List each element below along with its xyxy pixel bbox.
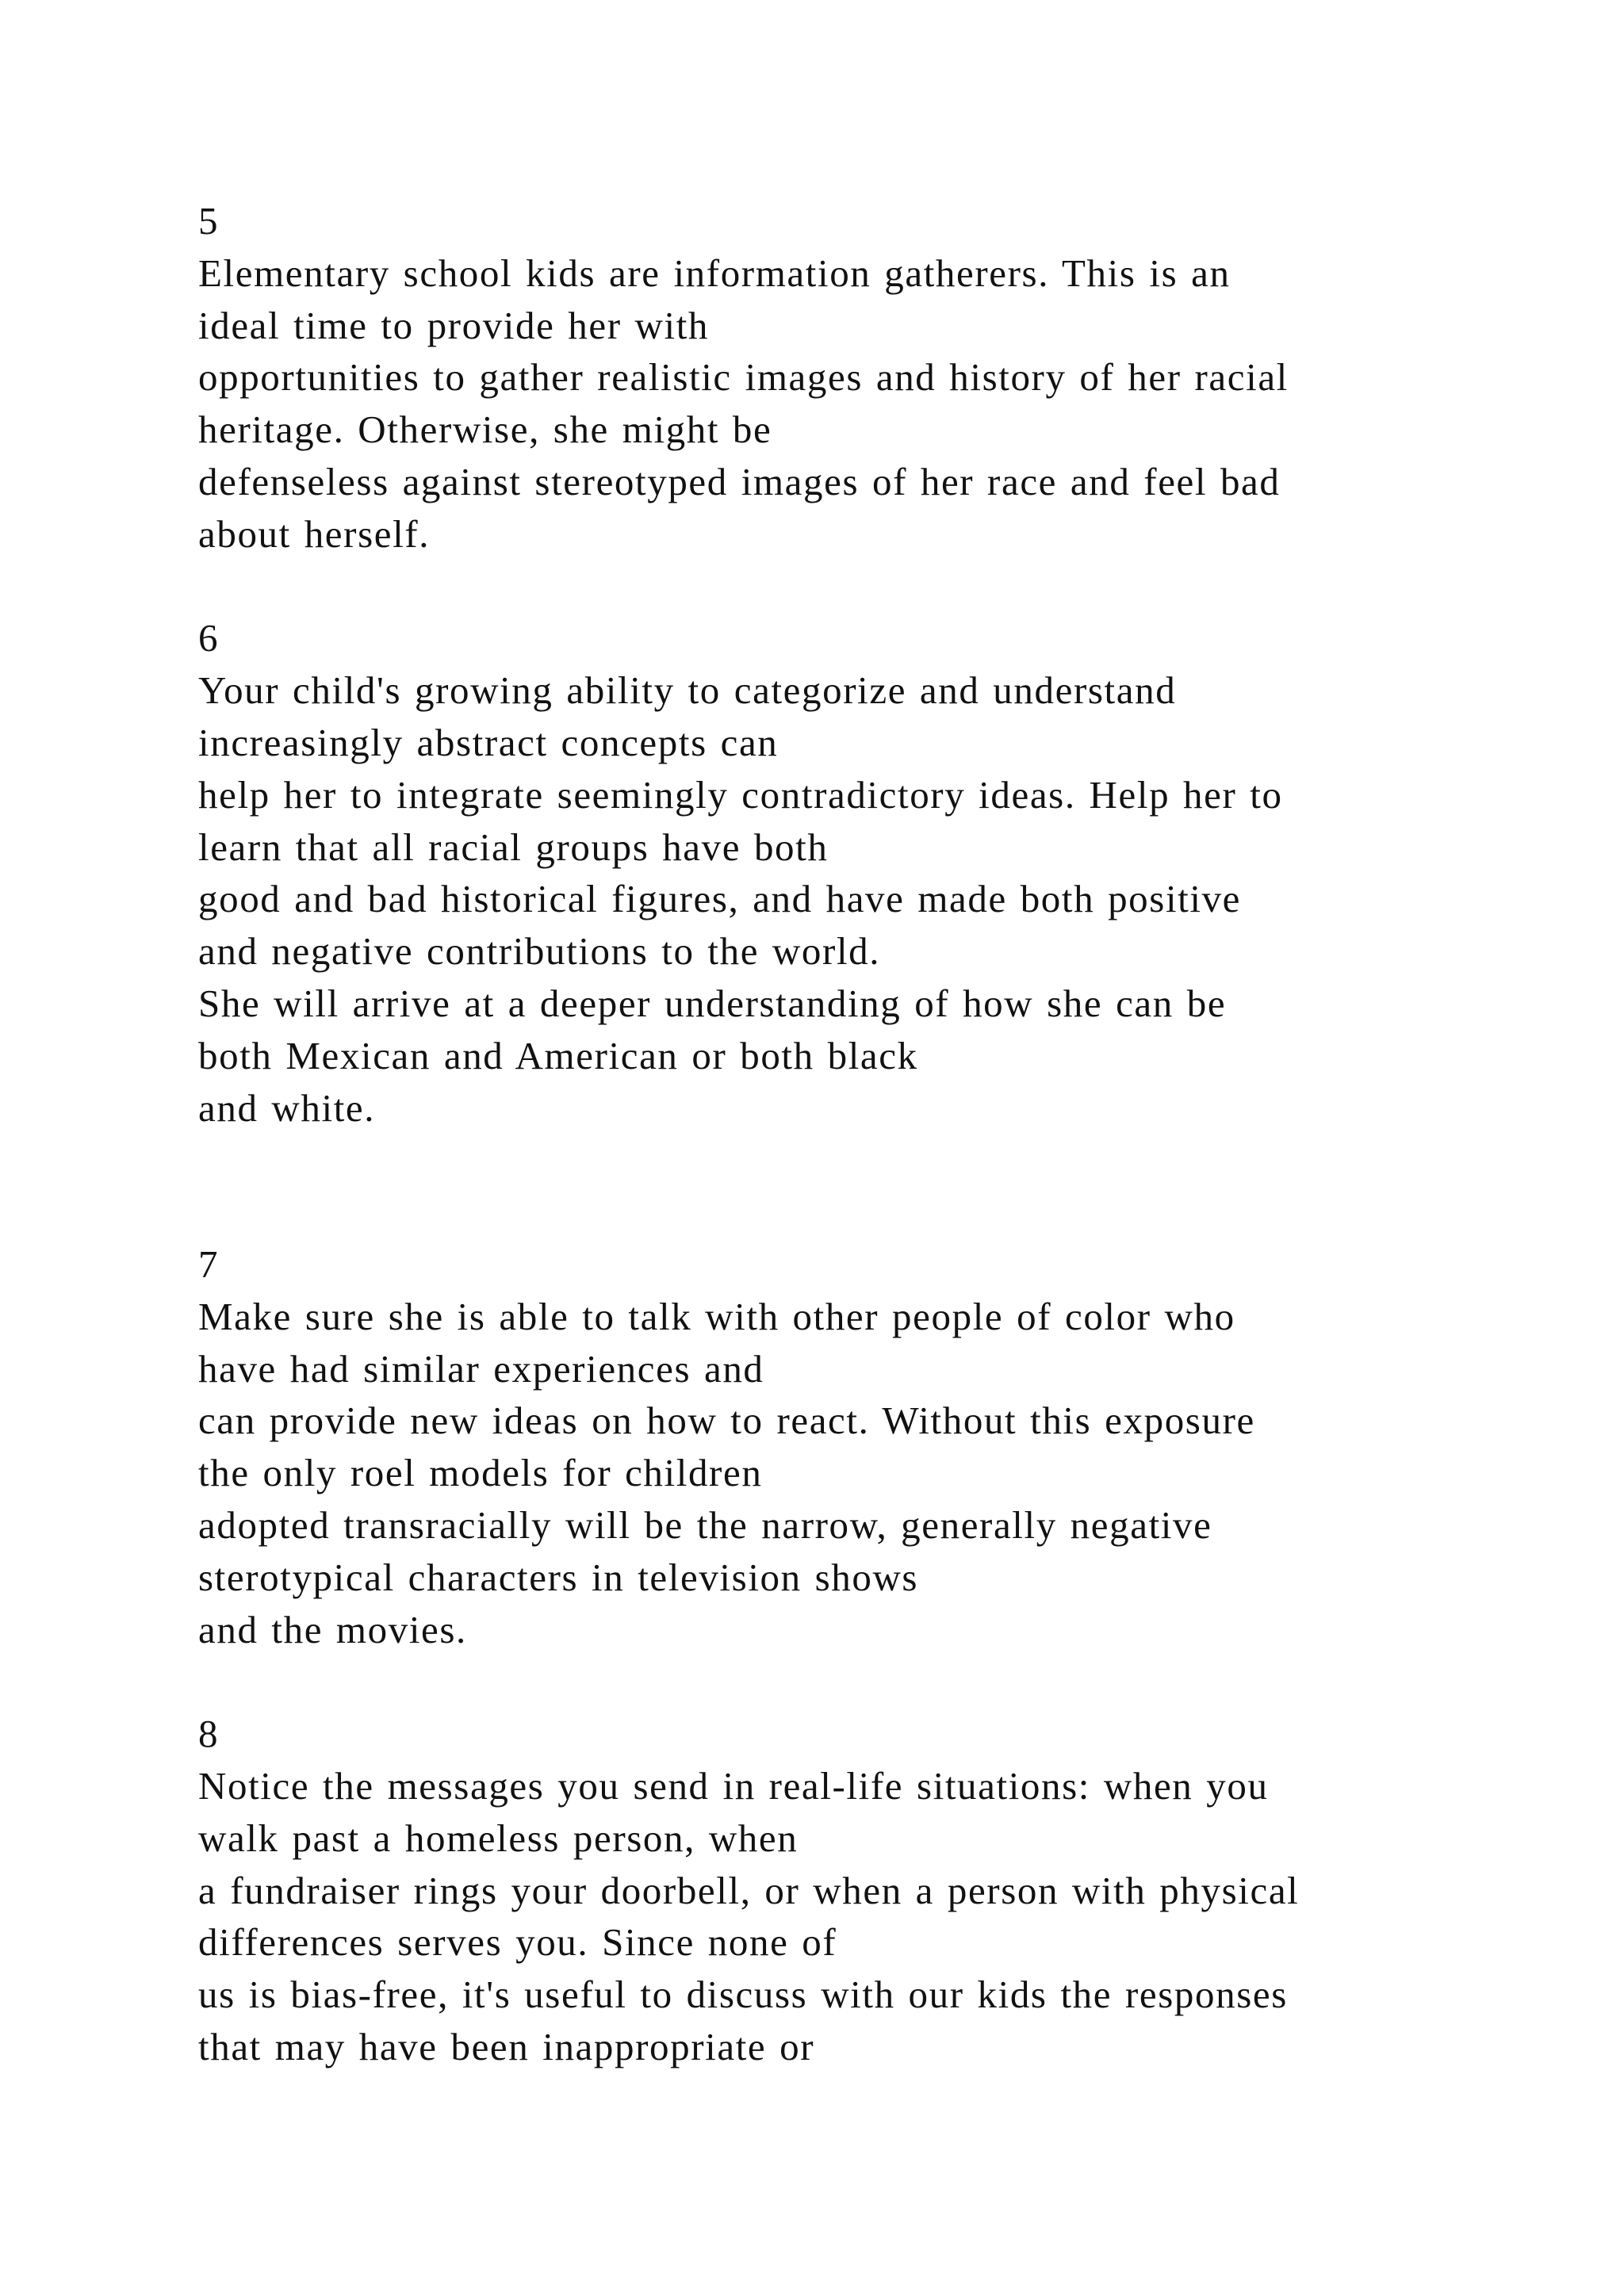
section-5 <box>198 195 1546 561</box>
paragraph-line: sterotypical characters in television shows <box>198 1555 919 1599</box>
section-number: 8 <box>198 1712 220 1756</box>
paragraph-line: and negative contributions to the world. <box>198 929 881 974</box>
paragraph-line: can provide new ideas on how to react. Without this exposure <box>198 1399 1255 1443</box>
paragraph-line: and the movies. <box>198 1607 467 1651</box>
document-body <box>198 195 1546 2073</box>
paragraph-line: good and bad historical figures, and have made both positive <box>198 877 1242 921</box>
section-8 <box>198 1708 1546 2073</box>
paragraph-line: Make sure she is able to talk with other people of color who <box>198 1294 1235 1338</box>
paragraph-line: a fundraiser rings your doorbell, or when a person with physical <box>198 1868 1300 1912</box>
paragraph-line: about herself. <box>198 511 431 556</box>
paragraph-line: opportunities to gather realistic images and history of her racial <box>198 355 1289 400</box>
section-number: 7 <box>198 1242 220 1286</box>
paragraph-line: walk past a homeless person, when <box>198 1816 799 1860</box>
paragraph-line: ideal time to provide her with <box>198 303 710 347</box>
paragraph-line: Notice the messages you send in real-life situations: when you <box>198 1763 1269 1808</box>
paragraph-line: the only roel models for children <box>198 1451 763 1495</box>
paragraph-line: us is bias-free, it's useful to discuss with our kids the responses <box>198 1973 1288 2017</box>
paragraph-line: differences serves you. Since none of <box>198 1920 837 1965</box>
paragraph-line: adopted transracially will be the narrow, generally negative <box>198 1502 1212 1547</box>
section-7 <box>198 1238 1546 1655</box>
section-number: 5 <box>198 199 220 243</box>
paragraph-line: increasingly abstract concepts can <box>198 720 779 764</box>
paragraph-line: and white. <box>198 1085 376 1130</box>
paragraph-line: heritage. Otherwise, she might be <box>198 408 772 452</box>
paragraph-line: defenseless against stereotyped images of her race and feel bad <box>198 459 1281 503</box>
section-6 <box>198 612 1546 1134</box>
paragraph-line: Elementary school kids are information gatherers. This is an <box>198 251 1231 295</box>
paragraph-line: She will arrive at a deeper understanding of how she can be <box>198 981 1227 1025</box>
section-number: 6 <box>198 616 220 660</box>
paragraph-line: that may have been inappropriate or <box>198 2024 815 2068</box>
paragraph-line: Your child's growing ability to categorize and understand <box>198 668 1177 713</box>
paragraph-line: help her to integrate seemingly contradictory ideas. Help her to <box>198 772 1283 817</box>
paragraph-line: both Mexican and American or both black <box>198 1033 918 1077</box>
paragraph-line: have had similar experiences and <box>198 1346 764 1391</box>
paragraph-line: learn that all racial groups have both <box>198 825 829 869</box>
